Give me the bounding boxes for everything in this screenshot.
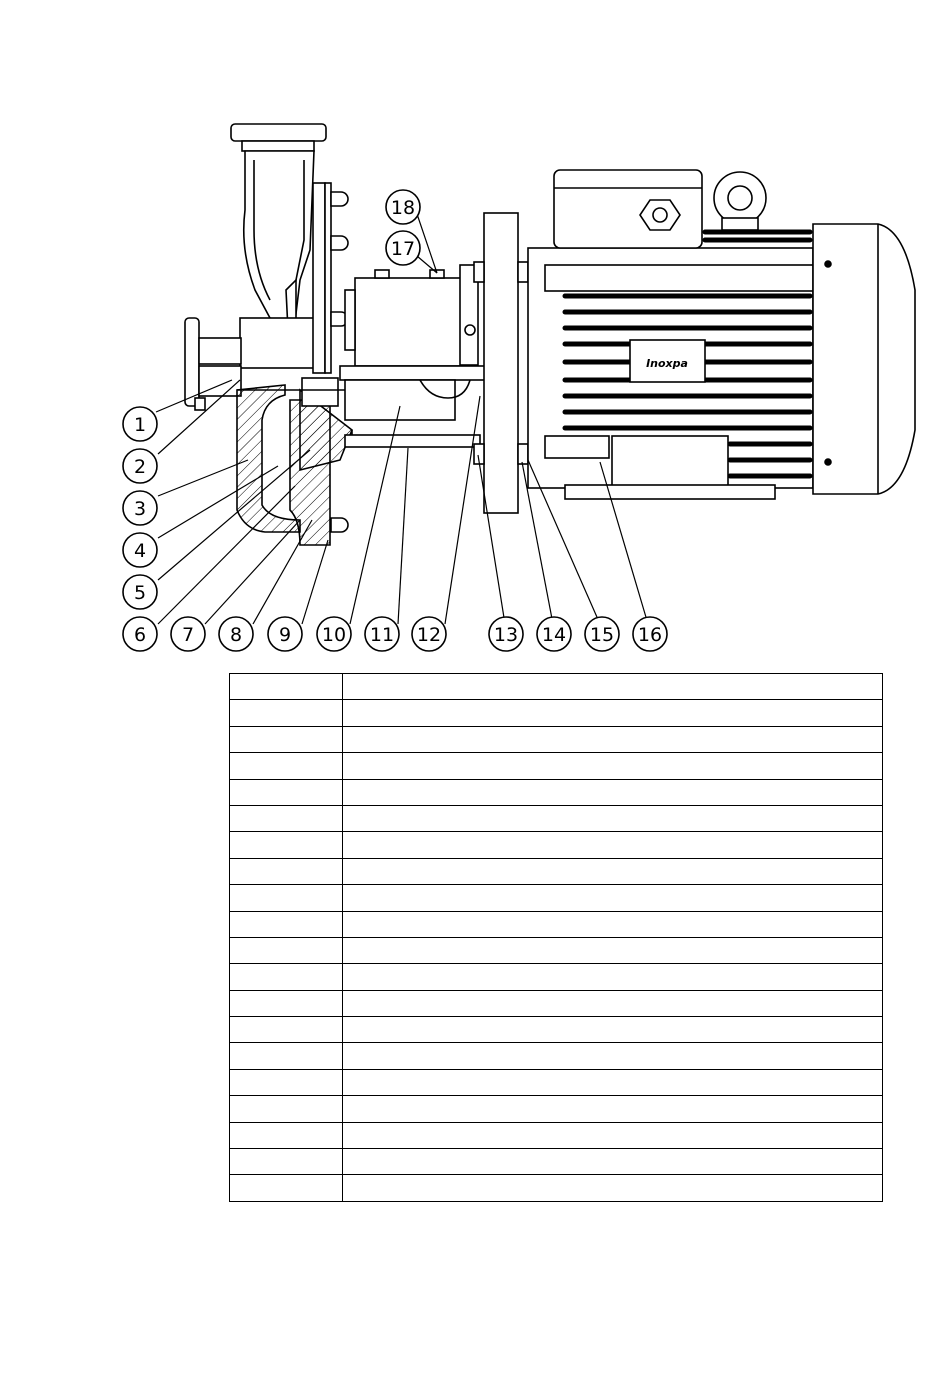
callout-11: [365, 617, 399, 651]
table-row: [230, 1175, 883, 1201]
table-row: [230, 1017, 883, 1043]
table-row: [230, 1043, 883, 1069]
table-row: [230, 911, 883, 937]
svg-text:3: 3: [133, 498, 147, 520]
part-position-cell: [230, 779, 343, 805]
part-position-cell: [230, 674, 343, 700]
table-row: [230, 885, 883, 911]
table-row: [230, 1149, 883, 1175]
table-row: [230, 990, 883, 1016]
part-position-cell: [230, 1149, 343, 1175]
part-description-cell: [343, 726, 883, 752]
table-row: [230, 1122, 883, 1148]
callout-14: [537, 617, 571, 651]
part-position-cell: [230, 990, 343, 1016]
table-row: [230, 832, 883, 858]
part-position-cell: [230, 805, 343, 831]
svg-text:2: 2: [133, 456, 147, 478]
table-row: [230, 1069, 883, 1095]
part-description-cell: [343, 700, 883, 726]
svg-text:8: 8: [229, 624, 243, 646]
part-position-cell: [230, 1017, 343, 1043]
lantern-adaptor: [340, 265, 485, 447]
table-row: [230, 937, 883, 963]
part-position-cell: [230, 700, 343, 726]
callout-4: [123, 533, 157, 567]
motor-brand-label: Inoxpa: [646, 357, 688, 370]
svg-text:9: 9: [278, 624, 292, 646]
motor-flange: [474, 213, 528, 513]
part-position-cell: [230, 1175, 343, 1201]
svg-text:12: 12: [416, 624, 442, 646]
table-row: [230, 1096, 883, 1122]
part-position-cell: [230, 1122, 343, 1148]
part-description-cell: [343, 779, 883, 805]
table-row: [230, 858, 883, 884]
svg-text:1: 1: [133, 414, 147, 436]
callout-2: [123, 449, 157, 483]
parts-list-table: [229, 673, 883, 1202]
part-position-cell: [230, 726, 343, 752]
svg-text:18: 18: [390, 197, 416, 219]
discharge-outlet: [231, 124, 326, 330]
svg-text:14: 14: [541, 624, 567, 646]
part-position-cell: [230, 937, 343, 963]
svg-text:5: 5: [133, 582, 147, 604]
part-description-cell: [343, 1069, 883, 1095]
svg-text:16: 16: [637, 624, 663, 646]
callout-10: [317, 617, 351, 651]
svg-text:15: 15: [589, 624, 615, 646]
table-row: [230, 726, 883, 752]
svg-text:11: 11: [369, 624, 395, 646]
callout-5: [123, 575, 157, 609]
table-row: [230, 964, 883, 990]
callout-15: [585, 617, 619, 651]
motor-body: [528, 170, 915, 499]
part-description-cell: [343, 1149, 883, 1175]
part-description-cell: [343, 1122, 883, 1148]
table-row: [230, 779, 883, 805]
table-row: [230, 700, 883, 726]
part-description-cell: [343, 964, 883, 990]
callout-8: [219, 617, 253, 651]
svg-text:4: 4: [133, 540, 147, 562]
callout-6: [123, 617, 157, 651]
callout-13: [489, 617, 523, 651]
svg-text:10: 10: [321, 624, 347, 646]
svg-text:17: 17: [390, 238, 416, 260]
table-row: [230, 674, 883, 700]
part-description-cell: [343, 885, 883, 911]
callout-3: [123, 491, 157, 525]
part-position-cell: [230, 832, 343, 858]
callout-7: [171, 617, 205, 651]
part-position-cell: [230, 753, 343, 779]
callout-16: [633, 617, 667, 651]
part-position-cell: [230, 858, 343, 884]
callout-17: [386, 231, 420, 265]
svg-text:6: 6: [133, 624, 147, 646]
part-position-cell: [230, 1043, 343, 1069]
svg-text:13: 13: [493, 624, 519, 646]
part-description-cell: [343, 832, 883, 858]
part-position-cell: [230, 1096, 343, 1122]
part-description-cell: [343, 858, 883, 884]
pump-assembly-drawing: [0, 0, 950, 670]
part-description-cell: [343, 911, 883, 937]
part-position-cell: [230, 911, 343, 937]
table-row: [230, 805, 883, 831]
callout-12: [412, 617, 446, 651]
table-row: [230, 753, 883, 779]
callout-18: [386, 190, 420, 224]
callout-1: [123, 407, 157, 441]
part-description-cell: [343, 990, 883, 1016]
part-description-cell: [343, 805, 883, 831]
svg-text:7: 7: [181, 624, 195, 646]
part-position-cell: [230, 964, 343, 990]
part-position-cell: [230, 1069, 343, 1095]
part-description-cell: [343, 1017, 883, 1043]
part-description-cell: [343, 937, 883, 963]
part-description-cell: [343, 753, 883, 779]
part-position-cell: [230, 885, 343, 911]
part-description-cell: [343, 1175, 883, 1201]
part-description-cell: [343, 674, 883, 700]
part-description-cell: [343, 1043, 883, 1069]
part-description-cell: [343, 1096, 883, 1122]
callout-9: [268, 617, 302, 651]
